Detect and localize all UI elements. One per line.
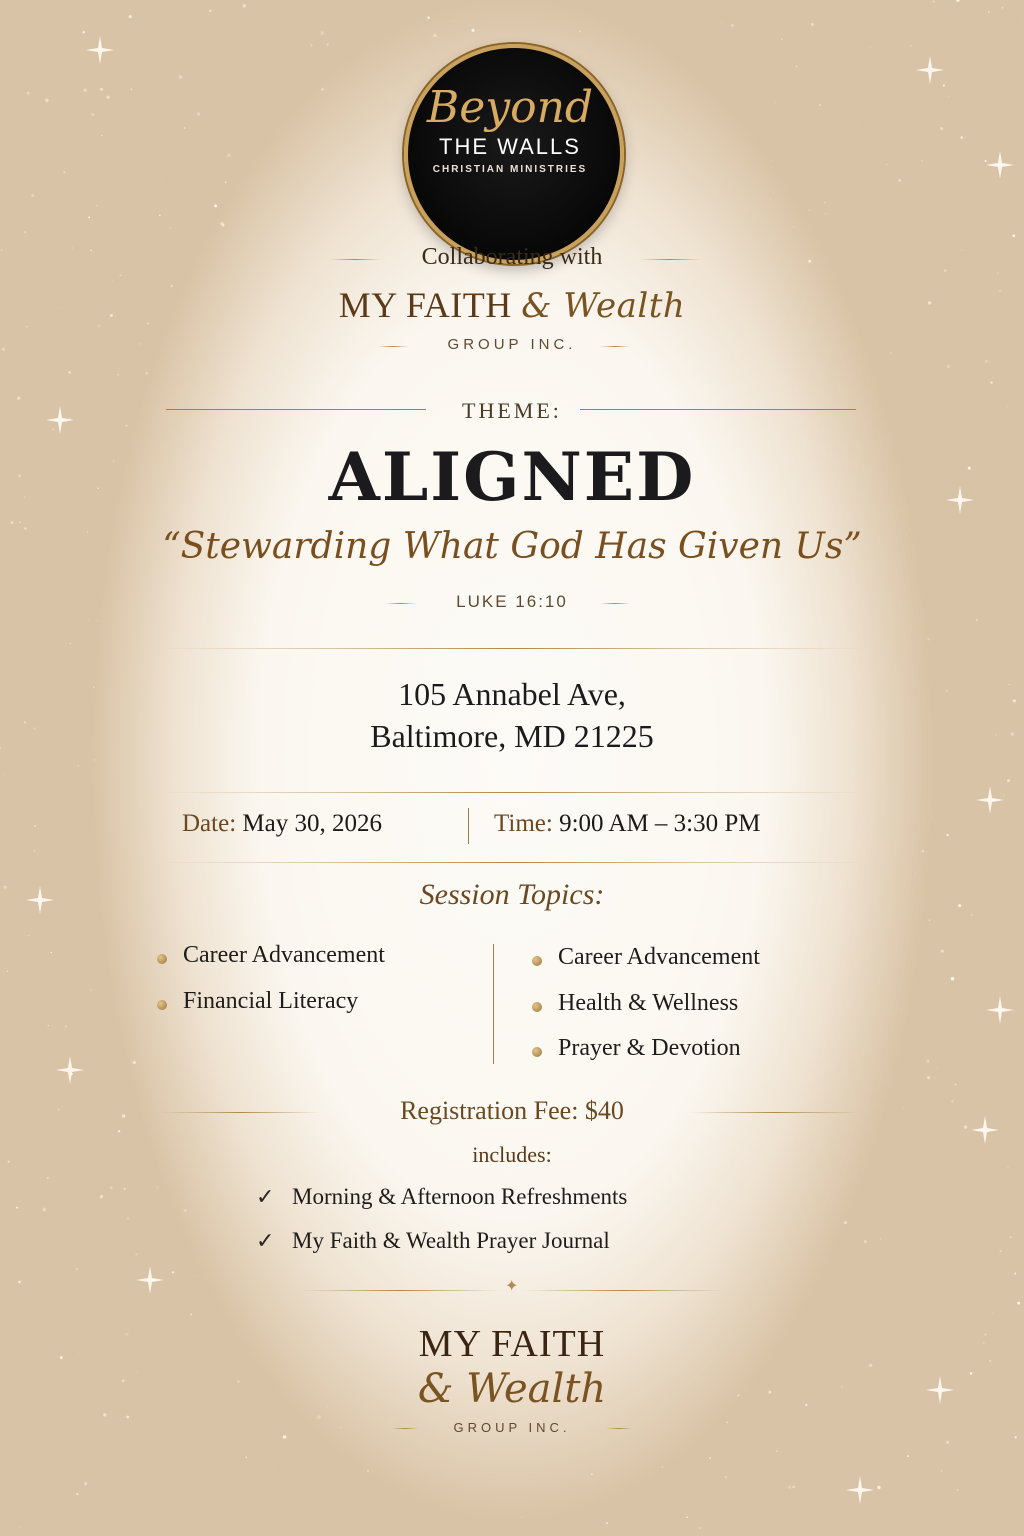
logo-the-walls-text: THE WALLS [439, 134, 581, 159]
date-label: Date: [182, 810, 237, 837]
sparkle-dot [885, 163, 887, 165]
include-item-1: Morning & Afternoon Refreshments [292, 1184, 628, 1209]
sparkle-dot [68, 371, 71, 374]
logo-ministries-text: CHRISTIAN MINISTRIES [432, 164, 588, 175]
sparkle-dot [965, 136, 967, 138]
sparkle-dot [11, 521, 14, 524]
checkmark-icon: ✓ [256, 1228, 275, 1253]
sparkle-dot [103, 1413, 106, 1416]
collaborating-label: Collaborating with [421, 244, 603, 270]
sparkle-ornament-icon: ✦ [505, 1278, 519, 1295]
sparkle-dot [83, 31, 85, 33]
sparkle-dot [943, 84, 945, 86]
sparkle-dot [70, 643, 71, 644]
sparkle-dot [686, 1516, 688, 1518]
sparkle-dot [857, 124, 858, 125]
sparkle-dot [310, 44, 312, 46]
sparkle-dot [45, 99, 48, 102]
sparkle-dot [579, 30, 581, 32]
sparkle-dot [870, 47, 871, 48]
footer-logo-line-1: MY FAITH [418, 1323, 606, 1365]
partner-org-main: MY FAITH [338, 285, 512, 325]
sparkle-dot [28, 935, 29, 936]
sparkle-dot [921, 160, 923, 162]
sparkle-star [916, 56, 944, 84]
time-value: 9:00 AM – 3:30 PM [559, 810, 761, 837]
sparkle-dot [946, 834, 948, 836]
sparkle-star [56, 1056, 84, 1084]
sparkle-dot [926, 1060, 929, 1063]
theme-title: ALIGNED [328, 438, 696, 516]
sparkle-dot [721, 22, 722, 23]
sparkle-dot [110, 1186, 113, 1189]
fee-value: $40 [584, 1096, 624, 1125]
sparkle-dot [521, 1517, 522, 1518]
sparkle-dot [159, 215, 161, 217]
sparkle-dot [471, 29, 474, 32]
sparkle-dot [78, 765, 79, 766]
sparkle-dot [84, 1482, 87, 1485]
scripture-reference: LUKE 16:10 [456, 592, 568, 611]
sparkle-dot [174, 1197, 175, 1198]
sparkle-dot [932, 0, 934, 2]
logo-beyond-text: Beyond [426, 82, 594, 133]
sparkle-dot [946, 1441, 949, 1444]
sparkle-dot [227, 154, 230, 157]
sparkle-dot [819, 104, 821, 106]
sparkle-dot [317, 1415, 320, 1418]
sparkle-dot [976, 619, 978, 621]
bullet-icon [532, 1047, 542, 1057]
sparkle-dot [915, 873, 916, 874]
sparkle-dot [190, 1313, 192, 1315]
sparkle-dot [321, 88, 324, 91]
sparkle-dot [4, 774, 6, 776]
sparkle-dot [246, 1456, 247, 1457]
sparkle-dot [94, 760, 95, 761]
sparkle-dot [1000, 1250, 1003, 1253]
sparkle-dot [992, 1312, 993, 1313]
sparkle-dot [644, 77, 645, 78]
sparkle-dot [118, 1130, 120, 1132]
sparkle-dot [156, 1186, 158, 1188]
sparkle-star [846, 1476, 874, 1504]
sparkle-dot [243, 4, 247, 8]
checkmark-icon: ✓ [256, 1184, 275, 1209]
date-time-divider [468, 808, 469, 844]
sparkle-dot [670, 11, 671, 12]
sparkle-dot [197, 1276, 198, 1277]
sparkle-dot [125, 424, 127, 426]
address-line-2: Baltimore, MD 21225 [370, 718, 654, 754]
sparkle-dot [898, 179, 900, 181]
sparkle-dot [792, 1486, 795, 1489]
sparkle-dot [927, 1076, 930, 1079]
sparkle-dot [940, 127, 943, 130]
sparkle-dot [84, 88, 87, 91]
sparkle-dot [91, 113, 94, 116]
sparkle-dot [844, 1221, 847, 1224]
sparkle-dot [283, 1435, 286, 1438]
sparkle-dot [794, 227, 795, 228]
sparkle-dot [97, 620, 98, 621]
sparkle-dot [941, 1470, 942, 1471]
sparkle-dot [988, 11, 990, 13]
sparkle-star [86, 36, 114, 64]
sparkle-dot [34, 850, 35, 851]
sparkle-dot [130, 88, 132, 90]
sparkle-dot [776, 1450, 778, 1452]
sparkle-dot [7, 971, 8, 972]
theme-label: THEME: [462, 398, 562, 423]
sparkle-dot [100, 88, 103, 91]
sparkle-dot [725, 1476, 728, 1479]
sparkle-dot [1014, 1011, 1015, 1012]
sparkle-dot [209, 9, 212, 12]
sparkle-dot [146, 372, 148, 374]
sparkle-dot [1003, 795, 1005, 797]
sparkle-dot [129, 15, 132, 18]
sparkle-dot [1015, 1436, 1017, 1438]
sparkle-star [986, 996, 1014, 1024]
sparkle-dot [327, 43, 329, 45]
sparkle-dot [34, 825, 37, 828]
sparkle-dot [788, 1485, 791, 1488]
sparkle-dot [16, 1207, 18, 1209]
sparkle-dot [662, 1466, 664, 1468]
sparkle-dot [88, 619, 89, 620]
sparkle-dot [984, 160, 986, 162]
sparkle-dot [220, 222, 224, 226]
partner-org-script: & Wealth [521, 286, 686, 326]
sparkle-dot [880, 1239, 881, 1240]
sparkle-dot [997, 272, 998, 273]
sparkle-dot [133, 1061, 136, 1064]
sparkle-dot [1010, 1236, 1012, 1238]
footer-logo-line-2: & Wealth [417, 1366, 607, 1412]
topics-column-divider [493, 944, 494, 1064]
sparkle-dot [170, 227, 171, 228]
sparkle-dot [922, 850, 924, 852]
sparkle-dot [825, 213, 826, 214]
sparkle-dot [907, 1455, 909, 1457]
sparkle-dot [1012, 234, 1015, 237]
sparkle-dot [796, 66, 798, 68]
bullet-icon [532, 956, 542, 966]
sparkle-dot [184, 127, 186, 129]
sparkle-dot [161, 181, 162, 182]
sparkle-dot [971, 914, 972, 915]
theme-tagline: “Stewarding What God Has Given Us” [162, 526, 862, 567]
sparkle-dot [197, 113, 200, 116]
bullet-icon [157, 954, 167, 964]
topic-left-1: Career Advancement [183, 942, 385, 968]
address-line-1: 105 Annabel Ave, [398, 676, 626, 712]
sparkle-dot [957, 1489, 959, 1491]
sparkle-dot [90, 989, 92, 991]
sparkle-dot [64, 1025, 67, 1028]
sparkle-dot [179, 75, 182, 78]
sparkle-dot [100, 1195, 103, 1198]
sparkle-dot [910, 45, 912, 47]
sparkle-dot [927, 638, 930, 641]
sparkle-dot [273, 1469, 274, 1470]
sparkle-dot [112, 280, 113, 281]
sparkle-dot [452, 21, 453, 22]
sparkle-dot [770, 198, 771, 199]
section-divider-3 [160, 862, 864, 863]
sparkle-dot [63, 171, 65, 173]
sparkle-dot [50, 952, 52, 954]
sparkle-dot [955, 1084, 957, 1086]
partner-org-name [0, 284, 1024, 326]
sparkle-dot [700, 1527, 702, 1529]
footer-rule-left [300, 1290, 500, 1291]
sparkle-dot [31, 194, 34, 197]
sparkle-dot [117, 374, 119, 376]
sparkle-dot [27, 92, 30, 95]
sparkle-dot [172, 1271, 174, 1273]
include-item-2: My Faith & Wealth Prayer Journal [292, 1228, 610, 1253]
sparkle-dot [709, 1457, 711, 1459]
sparkle-dot [124, 1188, 126, 1190]
sparkle-dot [781, 38, 783, 40]
sparkle-dot [1007, 779, 1010, 782]
sparkle-dot [96, 205, 97, 206]
sparkle-dot [864, 1240, 867, 1243]
sparkle-dot [951, 977, 955, 981]
sparkle-star [136, 1266, 164, 1294]
sparkle-dot [107, 96, 110, 99]
topic-left-2: Financial Literacy [183, 988, 359, 1014]
sparkle-dot [985, 360, 988, 363]
sparkle-dot [397, 10, 398, 11]
topic-right-3: Prayer & Devotion [558, 1035, 741, 1061]
sparkle-dot [606, 1522, 608, 1524]
registration-fee [0, 1096, 1024, 1126]
sparkle-dot [824, 202, 826, 204]
sparkle-dot [222, 224, 224, 226]
event-date [182, 810, 382, 838]
sparkle-dot [42, 1208, 46, 1212]
includes-label: includes: [472, 1142, 552, 1167]
sparkle-dot [433, 34, 436, 37]
sparkle-dot [809, 209, 810, 210]
sparkle-dot [1022, 21, 1023, 22]
sparkle-dot [731, 24, 734, 27]
sparkle-dot [772, 160, 773, 161]
sparkle-dot [135, 1253, 138, 1256]
fee-label: Registration Fee: [400, 1096, 579, 1125]
topic-right-2: Health & Wellness [558, 990, 739, 1016]
sparkle-dot [19, 1526, 20, 1527]
sparkle-dot [184, 1209, 187, 1212]
sparkle-dot [19, 522, 20, 523]
sparkle-dot [101, 135, 103, 137]
sparkle-dot [877, 1486, 880, 1489]
sparkle-dot [126, 1217, 129, 1220]
sparkle-dot [214, 204, 217, 207]
time-label: Time: [494, 810, 553, 837]
sparkle-dot [47, 1177, 49, 1179]
sparkle-dot [225, 181, 227, 183]
sparkle-dot [52, 428, 54, 430]
sparkle-dot [947, 365, 950, 368]
partner-org-suffix: GROUP INC. [447, 336, 577, 353]
sparkle-dot [941, 950, 944, 953]
session-topics-title: Session Topics: [419, 878, 605, 911]
bullet-icon [157, 1000, 167, 1010]
sparkle-dot [126, 1416, 129, 1419]
sparkle-dot [937, 1067, 938, 1068]
footer-logo-line-3: GROUP INC. [453, 1420, 571, 1435]
sparkle-dot [774, 101, 776, 103]
sparkle-dot [929, 919, 931, 921]
sparkle-dot [119, 274, 121, 276]
sparkle-dot [18, 1281, 21, 1284]
section-divider-1 [160, 648, 864, 649]
sparkle-dot [1017, 1302, 1020, 1305]
topic-right-1: Career Advancement [558, 944, 760, 970]
bullet-icon [532, 1002, 542, 1012]
date-value: May 30, 2026 [242, 810, 382, 837]
sparkle-dot [960, 136, 963, 139]
sparkle-dot [13, 376, 14, 377]
sparkle-dot [76, 1268, 79, 1271]
footer-rule-right [524, 1290, 724, 1291]
sparkle-dot [427, 17, 429, 19]
sparkle-dot [949, 96, 950, 97]
sparkle-dot [76, 1493, 78, 1495]
event-time [494, 810, 761, 838]
sparkle-dot [931, 815, 933, 817]
sparkle-dot [811, 23, 814, 26]
sparkle-dot [1014, 1272, 1016, 1274]
sparkle-dot [70, 1073, 72, 1075]
sparkle-dot [956, 0, 959, 2]
sparkle-star [976, 786, 1004, 814]
sparkle-dot [367, 1470, 369, 1472]
sparkle-dot [1002, 7, 1003, 8]
sparkle-dot [48, 1025, 49, 1026]
sparkle-dot [321, 31, 324, 34]
sparkle-star [986, 151, 1014, 179]
section-divider-2 [160, 792, 864, 793]
sparkle-dot [24, 231, 27, 234]
sparkle-dot [990, 381, 993, 384]
sparkle-dot [88, 216, 90, 218]
sparkle-dot [591, 1473, 593, 1475]
